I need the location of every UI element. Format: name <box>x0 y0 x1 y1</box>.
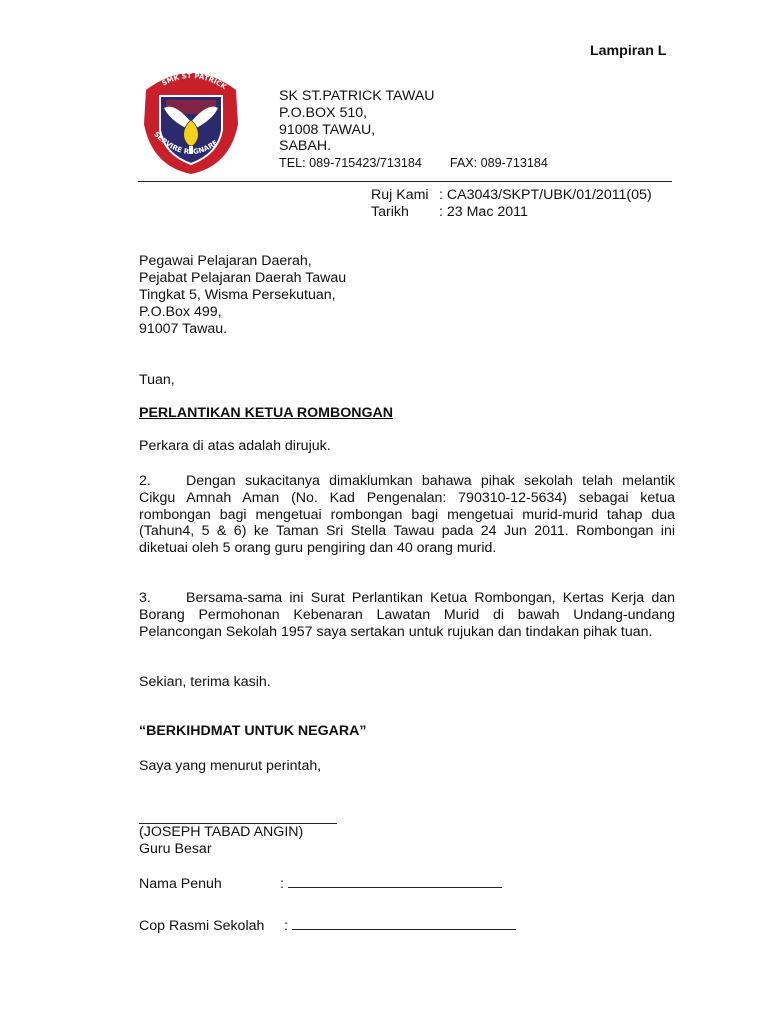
paragraph-3-text: Bersama-sama ini Surat Perlantikan Ketua Rombongan, Kertas Kerja dan Borang Permohonan Kebenaran Lawatan Murid di bawah Undang-undang Pelancongan Sekolah 1957 saya sertakan untuk rujukan dan tindakan pihak tuan. <box>139 590 675 640</box>
obedient-line: Saya yang menurut perintah, <box>139 758 322 774</box>
school-stamp-field <box>139 917 516 934</box>
school-pobox: P.O.BOX 510, <box>279 104 368 121</box>
letter-subject: PERLANTIKAN KETUA ROMBONGAN <box>139 405 394 421</box>
signatory-name: (JOSEPH TABAD ANGIN) <box>139 824 304 840</box>
paragraph-number: 3. <box>139 590 151 606</box>
stamp-label: Cop Rasmi Sekolah <box>139 918 265 934</box>
school-postcode: 91008 TAWAU, <box>279 121 376 138</box>
svg-text:SERVIRE REGNARE: SERVIRE REGNARE <box>152 130 220 157</box>
signatory-block <box>139 824 303 858</box>
ruj-value: : CA3043/SKPT/UBK/01/2011(05) <box>439 187 652 203</box>
recipient-address <box>139 253 346 338</box>
telephone: TEL: 089-715423/713184 <box>279 156 422 171</box>
contact-line <box>279 155 548 172</box>
school-address <box>279 88 548 172</box>
signatory-title: Guru Besar <box>139 841 212 857</box>
motto: “BERKIHDMAT UNTUK NEGARA” <box>139 723 367 739</box>
full-name-blank <box>288 875 502 888</box>
annex-label: Lampiran L <box>590 43 667 59</box>
fax-number: FAX: 089-713184 <box>449 156 548 171</box>
field-colon: : <box>280 876 284 892</box>
full-name-label: Nama Penuh <box>139 876 222 892</box>
full-name-field <box>139 875 502 892</box>
header-divider <box>138 181 672 182</box>
recipient-line: 91007 Tawau. <box>139 321 228 337</box>
recipient-line: Tingkat 5, Wisma Persekutuan, <box>139 287 336 303</box>
paragraph-1: Perkara di atas adalah dirujuk. <box>139 438 331 454</box>
svg-text:SMK ST PATRICK: SMK ST PATRICK <box>160 71 228 92</box>
date-label: Tarikh <box>371 204 409 220</box>
paragraph-2 <box>139 473 675 557</box>
ruj-label: Ruj Kami <box>371 187 429 203</box>
school-name: SK ST.PATRICK TAWAU <box>279 88 435 104</box>
salutation: Tuan, <box>139 372 175 388</box>
field-colon: : <box>284 918 288 934</box>
school-crest-logo <box>140 62 242 176</box>
stamp-blank <box>292 917 516 930</box>
school-state: SABAH. <box>279 138 332 155</box>
recipient-line: Pejabat Pelajaran Daerah Tawau <box>139 270 347 286</box>
closing-line: Sekian, terima kasih. <box>139 674 271 690</box>
paragraph-number: 2. <box>139 473 151 489</box>
paragraph-3 <box>139 590 675 640</box>
recipient-line: Pegawai Pelajaran Daerah, <box>139 253 312 269</box>
reference-block <box>371 187 652 221</box>
date-value: : 23 Mac 2011 <box>439 204 528 220</box>
recipient-line: P.O.Box 499, <box>139 304 222 320</box>
paragraph-2-text: Dengan sukacitanya dimaklumkan bahawa pihak sekolah telah melantik Cikgu Amnah Aman (No. Kad Pengenalan: 790310-12-5634) sebagai ketua rombongan bagi mengetuai rombongan bagi mengetuai murid-murid tahap dua (Tahun4, 5 & 6) ke Taman Sri Stella Tawau pada 24 Jun 2011. Rombongan ini diketuai oleh 5 orang guru pengiring dan 40 orang murid. <box>139 473 675 557</box>
